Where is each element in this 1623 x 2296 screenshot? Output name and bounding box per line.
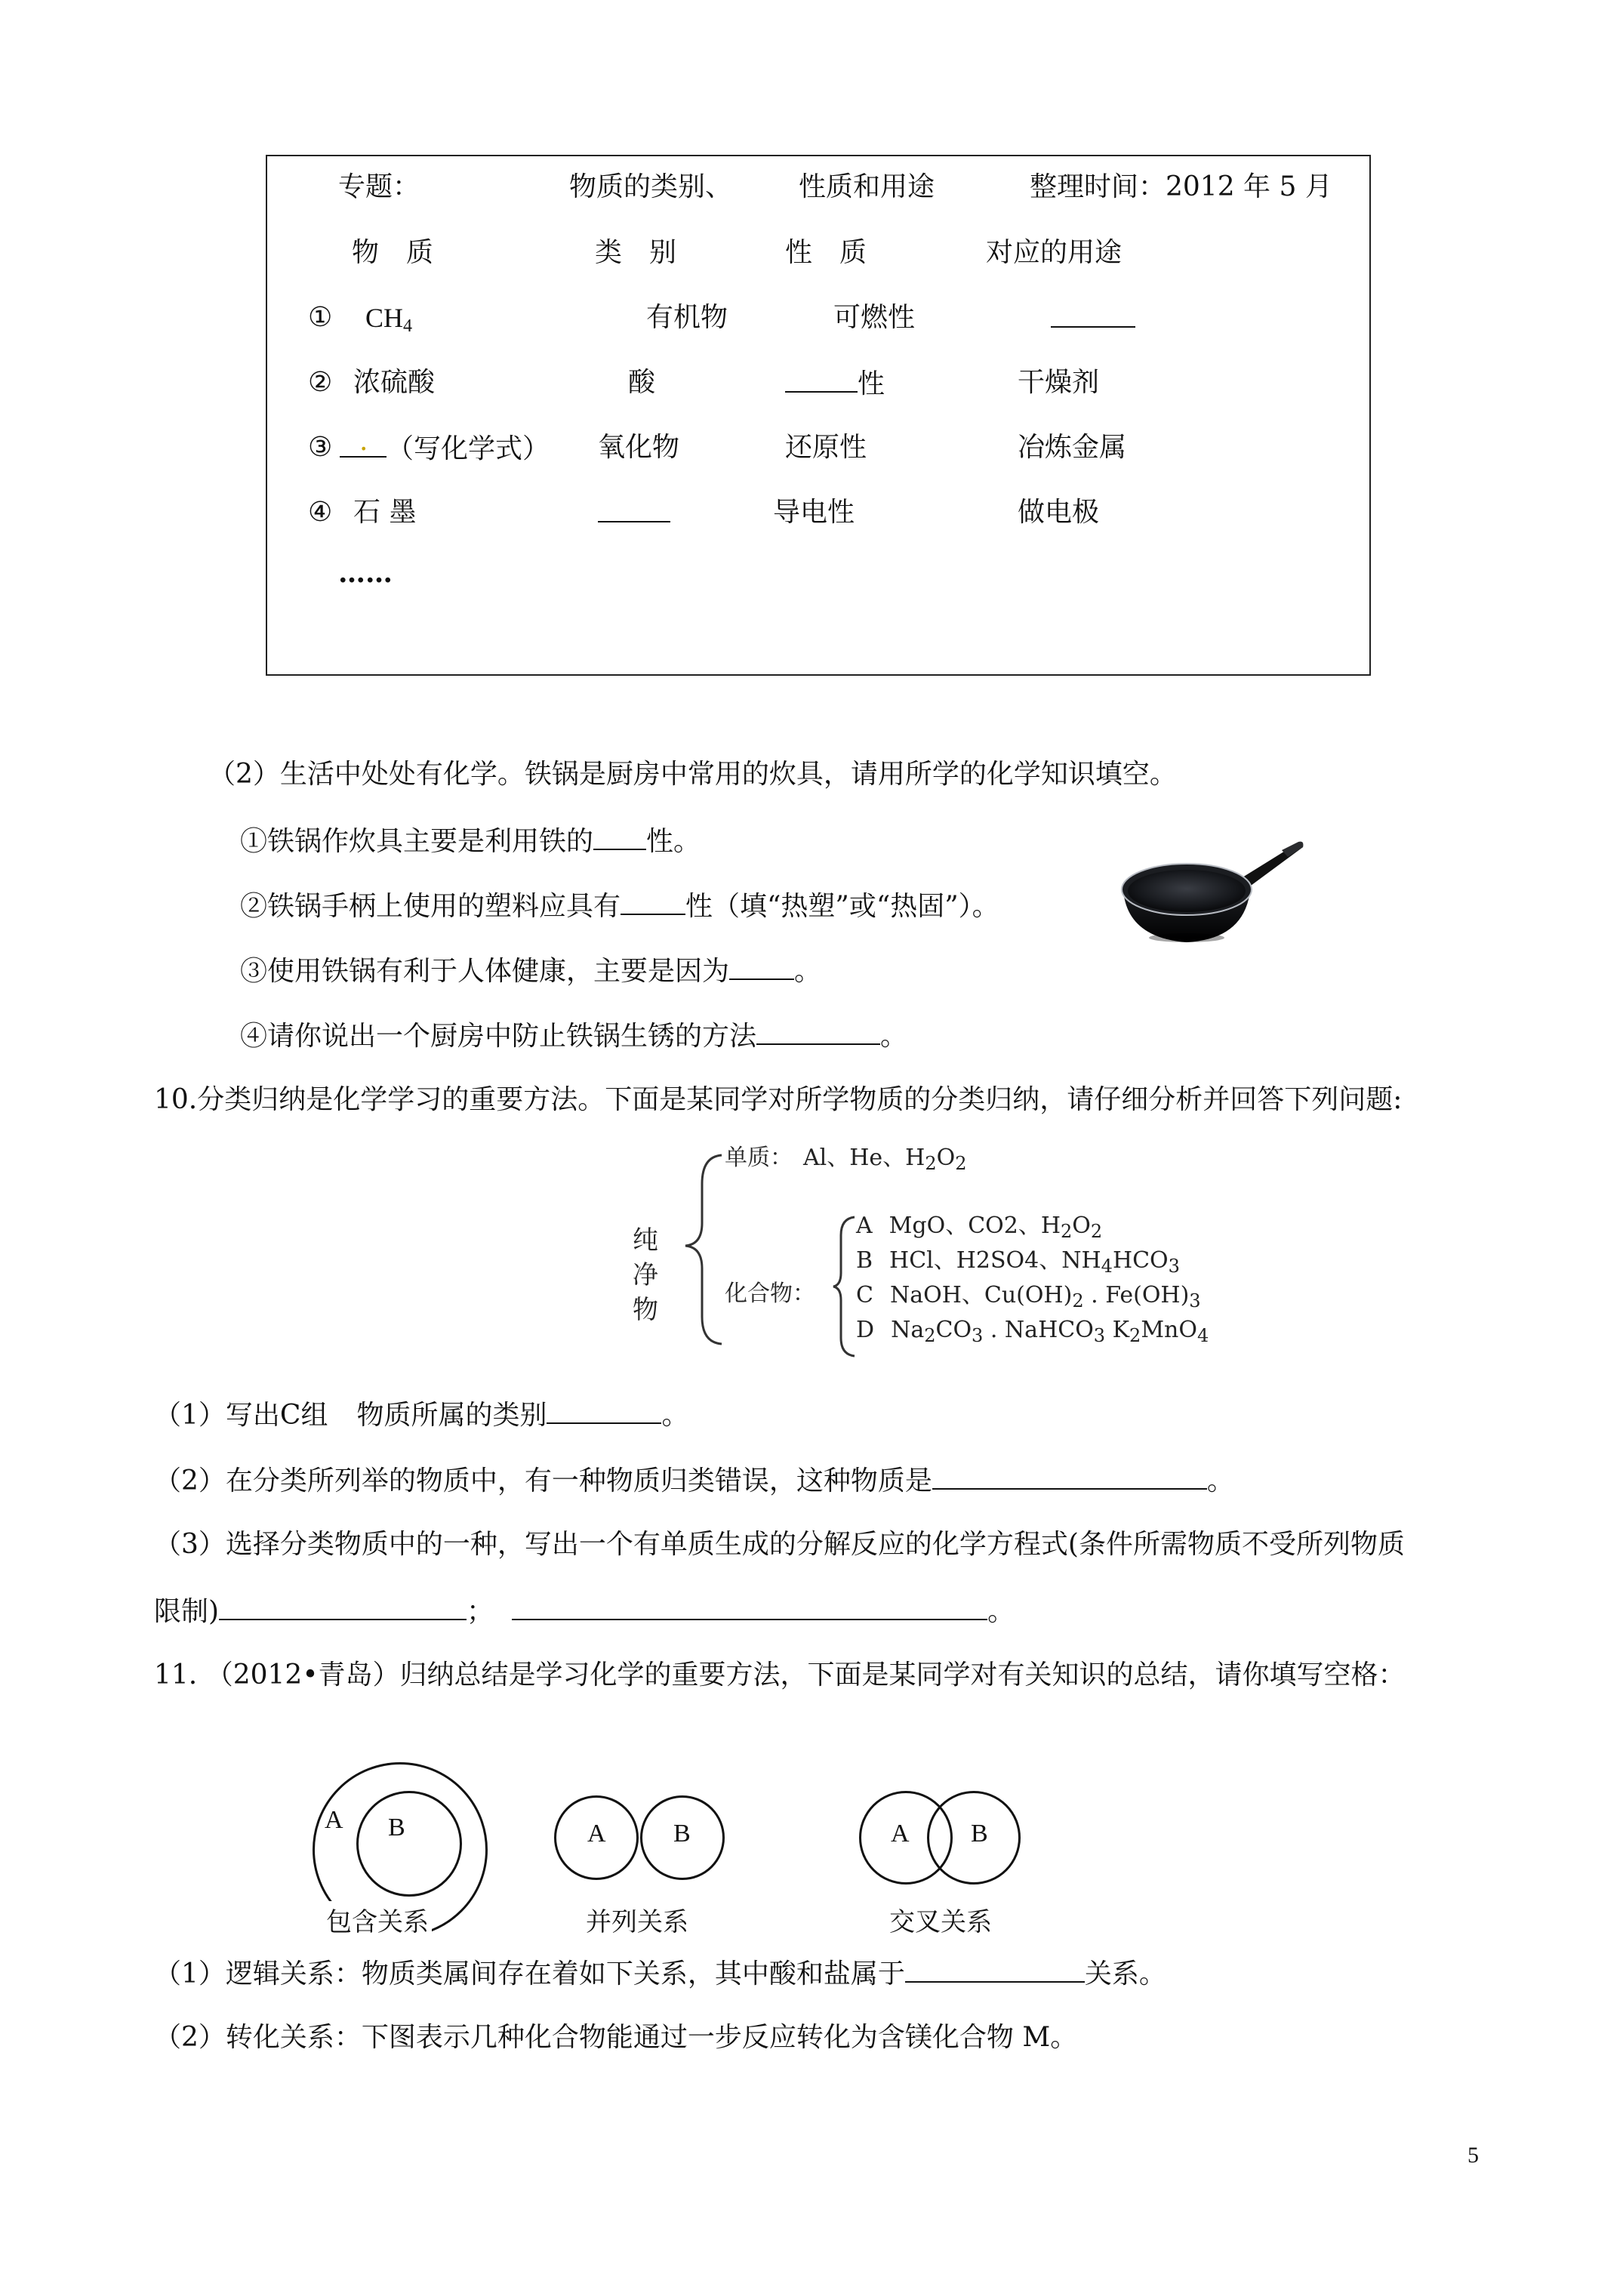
- inclusion-caption: 包含关系: [323, 1901, 432, 1938]
- intersection-caption: 交叉关系: [889, 1907, 992, 1937]
- intersection-label-a: A: [891, 1820, 910, 1848]
- table-row-2-property: 性: [785, 365, 885, 402]
- q9-2-item-4: ④请你说出一个厨房中防止铁锅生锈的方法 。: [240, 1018, 907, 1054]
- q9-2-item-1: ①铁锅作炊具主要是利用铁的 性。: [240, 823, 701, 859]
- compound-group-a: A MgO、CO2、$H_2O_2$: [856, 1213, 1103, 1242]
- table-row-2-substance: 浓硫酸: [353, 367, 436, 398]
- compound-group-c: C NaOH、$Cu(OH)_2$ . $Fe(OH)_3$: [856, 1282, 1201, 1311]
- q11-question-2: （2）转化关系：下图表示几种化合物能通过一步反应转化为含镁化合物 M。: [154, 2022, 1078, 2053]
- table-row-4-substance: 石 墨: [353, 497, 417, 528]
- table-topic: 专题：: [338, 171, 420, 202]
- q10-question-3-line-2: 限制) ； 。: [154, 1593, 1015, 1629]
- parallel-caption: 并列关系: [586, 1907, 688, 1937]
- table-row-1-property: 可燃性: [833, 302, 916, 333]
- table-row-2-use: 干燥剂: [1018, 367, 1100, 398]
- table-row-4-use: 做电极: [1018, 497, 1100, 528]
- q10-question-3-line-1: （3）选择分类物质中的一种，写出一个有单质生成的分解反应的化学方程式(条件所需物质不受所列物质: [154, 1529, 1405, 1560]
- inclusion-inner-circle: [356, 1791, 462, 1897]
- table-row-3-number: ③: [308, 432, 333, 463]
- q11-question-1: （1）逻辑关系：物质类属间存在着如下关系，其中酸和盐属于 关系。: [154, 1955, 1166, 1992]
- table-row-1-category: 有机物: [646, 302, 728, 333]
- table-row-2-number: ②: [308, 367, 333, 398]
- page-number: 5: [1467, 2143, 1479, 2168]
- table-row-4-category-blank: [598, 495, 670, 532]
- compound-label: 化合物：: [725, 1281, 815, 1307]
- table-row-1-use-blank: [1051, 300, 1135, 337]
- table-row-4-property: 导电性: [773, 497, 855, 528]
- inclusion-label-b: B: [388, 1814, 405, 1841]
- table-row-3-property: 还原性: [785, 432, 867, 463]
- summary-table: [266, 155, 1371, 676]
- q11-title: 11. （2012•青岛）归纳总结是学习化学的重要方法，下面是某同学对有关知识的总结，请你填写空格：: [154, 1660, 1406, 1690]
- parallel-label-a: A: [587, 1820, 606, 1848]
- table-row-3-category: 氧化物: [598, 432, 680, 463]
- inclusion-label-a: A: [325, 1806, 343, 1834]
- table-ellipsis: ……: [338, 557, 393, 589]
- column-header-category: 类 别: [595, 237, 677, 268]
- q10-question-1: （1）写出C组 物质所属的类别 。: [154, 1397, 688, 1433]
- table-row-3-substance: . （写化学式）: [340, 430, 550, 467]
- column-header-property: 性 质: [785, 237, 867, 268]
- element-row: 单质： Al、He、$H_2O_2$: [725, 1145, 967, 1174]
- table-topic-name-2: 性质和用途: [799, 171, 935, 202]
- wok-image: [1117, 838, 1306, 951]
- q9-2-intro: （2）生活中处处有化学。铁锅是厨房中常用的炊具，请用所学的化学知识填空。: [208, 759, 1177, 790]
- intersection-label-b: B: [971, 1820, 988, 1848]
- column-header-use: 对应的用途: [986, 237, 1123, 268]
- table-topic-name: 物质的类别、: [569, 171, 733, 202]
- compound-group-b: B HCl、H2SO4、$NH_4HCO_3$: [856, 1247, 1180, 1277]
- pure-substance-label: 纯 净 物: [633, 1225, 658, 1325]
- q9-2-item-3: ③使用铁锅有利于人体健康，主要是因为 。: [240, 953, 821, 989]
- q9-2-item-2: ②铁锅手柄上使用的塑料应具有 性（填“热塑”或“热固”）。: [240, 888, 999, 924]
- q10-title: 10.分类归纳是化学学习的重要方法。下面是某同学对所学物质的分类归纳，请仔细分析并回答下列问题:: [154, 1084, 1403, 1115]
- table-row-3-use: 冶炼金属: [1018, 432, 1127, 463]
- column-header-substance: 物 质: [352, 237, 434, 268]
- table-row-1-substance: $CH_4$: [365, 303, 413, 336]
- table-row-4-number: ④: [308, 497, 333, 528]
- q10-question-2: （2）在分类所列举的物质中，有一种物质归类错误，这种物质是 。: [154, 1462, 1234, 1499]
- table-row-1-number: ①: [308, 302, 333, 333]
- table-date: 整理时间：2012 年 5 月: [1030, 171, 1332, 202]
- compound-group-d: D $Na_2CO_3$ . NaHCO$_3$ $K_2MnO_4$: [856, 1317, 1209, 1346]
- parallel-label-b: B: [673, 1820, 691, 1848]
- table-row-2-category: 酸: [628, 367, 656, 398]
